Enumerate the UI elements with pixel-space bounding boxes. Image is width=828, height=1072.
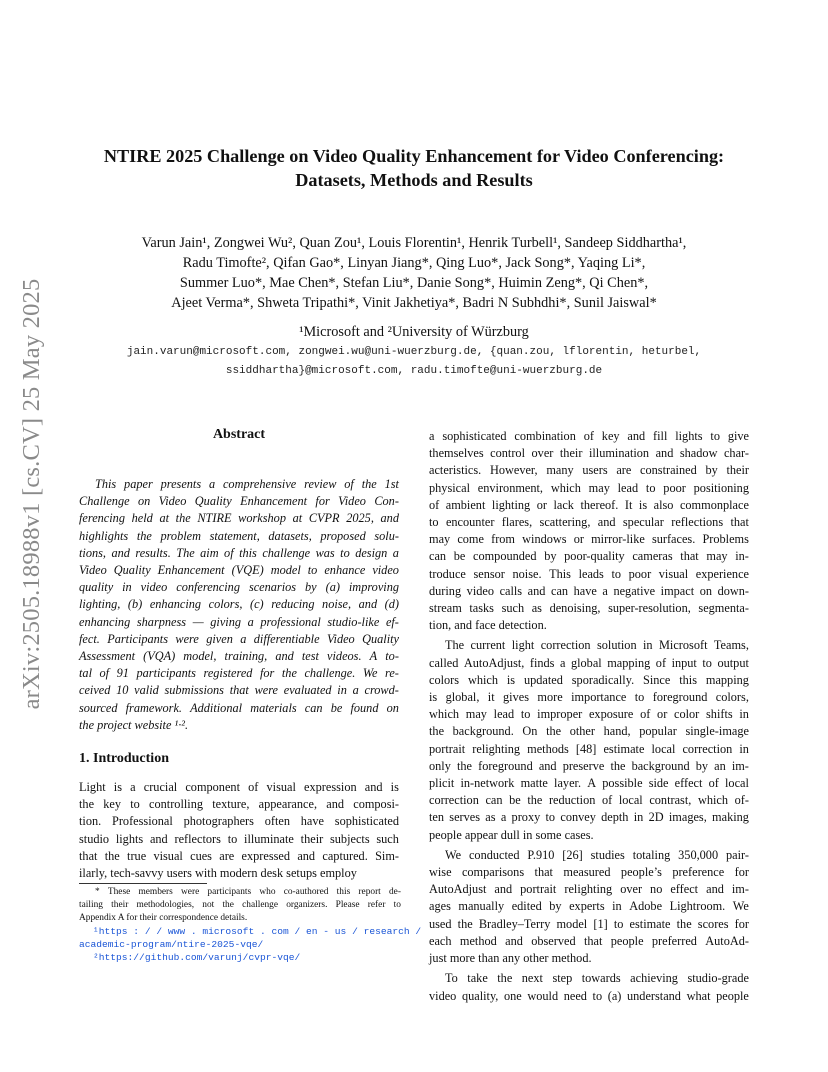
paragraph-line: colors which is updated sporadically. Since this mapping xyxy=(429,672,749,687)
footnote-link-line[interactable]: academic-program/ntire-2025-vqe/ xyxy=(79,939,264,950)
paragraph-line: AutoAdjust and portrait relighting over no effect and im- xyxy=(429,882,749,897)
introduction-line: ilarly, tech-savvy users with modern desk setups employ xyxy=(79,866,357,881)
abstract-line: Video Quality Enhancement (VQE) model to enhance video xyxy=(79,563,399,578)
paragraph-line: troduce sensor noise. This leads to poor visual experience xyxy=(429,566,749,581)
paragraph-line: ages manually edited by experts in Adobe Lightroom. We xyxy=(429,899,749,914)
paragraph-line: may come from windows or mirror-like surfaces. Problems xyxy=(429,532,749,547)
abstract-line: sourced framework. Additional materials can be found on xyxy=(79,700,399,715)
paragraph-line: is global, it gives more importance to foreground colors, xyxy=(429,690,749,705)
author-line-1: Varun Jain¹, Zongwei Wu², Quan Zou¹, Louis Florentin¹, Henrik Turbell¹, Sandeep Siddhartha¹, xyxy=(141,235,687,251)
footnote-line: Appendix A for their correspondence details. xyxy=(79,913,248,923)
paragraph-line: ten serves as a proxy to convey depth in 2D images, making xyxy=(429,810,749,825)
paragraph-line: To take the next step towards achieving studio-grade xyxy=(445,971,749,986)
paragraph-line: a sophisticated combination of key and fill lights to give xyxy=(429,429,749,443)
paragraph-line: during video calls and can have a negative impact on down- xyxy=(429,583,749,598)
abstract-line: Assessment (VQA) model, training, and test videos. A to- xyxy=(79,649,399,664)
abstract-line: quality in video conferencing scenarios by (a) improving xyxy=(79,580,399,595)
author-line-2: Radu Timofte², Qifan Gao*, Linyan Jiang*, Qing Luo*, Jack Song*, Yaqing Li*, xyxy=(182,255,646,271)
paragraph-line: to encounter flares, scattering, and specular reflections that xyxy=(429,515,749,530)
abstract-heading: Abstract xyxy=(212,427,266,442)
paragraph-line: each method and observed that people preferred AutoAd- xyxy=(429,933,749,948)
title-line-2: Datasets, Methods and Results xyxy=(295,170,533,190)
paragraph-line: of ambient lighting or lack thereof. It is also commonplace xyxy=(429,497,749,512)
footnote-link-1[interactable] xyxy=(79,925,422,951)
abstract-line: This paper presents a comprehensive review of the 1st xyxy=(95,477,399,491)
introduction-line: that the true visual cues are expressed and captured. Sim- xyxy=(79,848,399,863)
paragraph-line: correction can be the reduction of local contrast, which of- xyxy=(429,793,749,808)
footnote-contributors xyxy=(79,886,401,925)
paragraph-line: plicit in-network matte layer. A possible side effect of local xyxy=(429,776,749,791)
abstract-line: enhancing sharpness — giving a professional studio-like ef- xyxy=(79,614,399,629)
paragraph-line: portrait relighting methods [48] estimate local correction in xyxy=(429,741,749,756)
paper-title xyxy=(60,144,768,192)
author-line-3: Summer Luo*, Mae Chen*, Stefan Liu*, Danie Song*, Huimin Zeng*, Qi Chen*, xyxy=(179,275,649,291)
paragraph xyxy=(429,637,749,843)
footnote-link-line[interactable]: ¹https : / / www . microsoft . com / en - us / research / xyxy=(93,926,422,937)
abstract-line: fect. Participants were given a differentiable Video Quality xyxy=(79,631,399,646)
paragraph-line: which may lead to improper exposure of or color shifts in xyxy=(429,707,749,722)
footnote-line: tailing their methodologies, not the challenge organizers. Please refer to xyxy=(79,900,401,910)
abstract-line: highlights the problem statement, datasets, proposed solu- xyxy=(79,528,399,543)
paragraph-line: only the foreground and preserve the background by an im- xyxy=(429,758,749,773)
paragraph-line: themselves control over their illumination and shadow char- xyxy=(429,446,749,461)
paragraph-line: used the Bradley–Terry model [1] to estimate the scores for xyxy=(429,916,749,931)
footnote-link-2[interactable]: ²https://github.com/varunj/cvpr-vqe/ xyxy=(93,952,301,963)
paragraph-line: video quality, one would need to (a) understand what people xyxy=(429,988,749,1003)
abstract-line: the project website ¹·². xyxy=(79,717,189,732)
paragraph-line: We conducted P.910 [26] studies totaling 350,000 pair- xyxy=(445,847,749,862)
footnote-line: * These members were participants who co-authored this report de- xyxy=(95,887,401,897)
author-line-4: Ajeet Verma*, Shweta Tripathi*, Vinit Jakhetiya*, Badri N Subhdhi*, Sunil Jaiswal* xyxy=(171,295,657,311)
introduction-line: studio lights and reflectors to illuminate their subjects such xyxy=(79,831,399,846)
paragraph-line: the background. On the other hand, popular single-image xyxy=(429,724,749,739)
arxiv-identifier: arXiv:2505.18988v1 [cs.CV] 25 May 2025 xyxy=(18,278,45,710)
paragraph-line: can be compounded by poor-quality cameras that may in- xyxy=(429,549,749,564)
paragraph-line: acteristics. However, many users are constrained by their xyxy=(429,463,749,478)
abstract-line: Challenge on Video Quality Enhancement for Video Con- xyxy=(79,494,399,509)
right-column-body xyxy=(429,428,749,1005)
introduction-body xyxy=(79,779,399,882)
paragraph-line: stream tasks such as denoising, super-resolution, segmenta- xyxy=(429,601,749,616)
introduction-line: the key to controlling texture, appearance, and composi- xyxy=(79,797,399,812)
author-emails xyxy=(40,343,788,381)
introduction-line: Light is a crucial component of visual expression and is xyxy=(79,780,399,794)
paragraph-line: The current light correction solution in Microsoft Teams, xyxy=(445,638,749,653)
paragraph-line: tion, and face detection. xyxy=(429,618,547,633)
introduction-line: tion. Professional photographers often have sophisticated xyxy=(79,814,399,829)
paragraph-line: people appear dull in some cases. xyxy=(429,827,594,842)
paragraph xyxy=(429,847,749,967)
paragraph-line: just more than any other method. xyxy=(429,951,592,966)
email-line-2: ssiddhartha}@microsoft.com, radu.timofte@uni-wuerzburg.de xyxy=(225,365,603,377)
abstract-line: tal of 91 participants registered for the challenge. We re- xyxy=(79,666,399,681)
paragraph-line: wise comparisons that measured people’s preference for xyxy=(429,865,749,880)
author-list xyxy=(60,233,768,313)
abstract-line: lighting, (b) enhancing colors, (c) reducing noise, and (d) xyxy=(79,597,399,612)
footnote-rule xyxy=(79,883,207,884)
paragraph xyxy=(429,970,749,1004)
paragraph-line: physical environment, which may lead to poor positioning xyxy=(429,480,749,495)
title-line-1: NTIRE 2025 Challenge on Video Quality Enhancement for Video Conferencing: xyxy=(103,146,725,166)
introduction-heading: 1. Introduction xyxy=(79,751,169,766)
abstract-line: tions, and results. The aim of this challenge was to design a xyxy=(79,545,399,560)
abstract-body xyxy=(79,476,399,734)
abstract-line: ferencing held at the NTIRE workshop at CVPR 2025, and xyxy=(79,511,399,526)
paragraph xyxy=(429,428,749,634)
footnotes xyxy=(79,886,422,964)
paragraph-line: called AutoAdjust, finds a global mapping of input to output xyxy=(429,655,749,670)
abstract-line: ceived 10 valid submissions that were evaluated in a crowd- xyxy=(79,683,399,698)
affiliations: ¹Microsoft and ²University of Würzburg xyxy=(299,324,529,340)
email-line-1: jain.varun@microsoft.com, zongwei.wu@uni-wuerzburg.de, {quan.zou, lflorentin, heturbel, xyxy=(126,346,702,358)
